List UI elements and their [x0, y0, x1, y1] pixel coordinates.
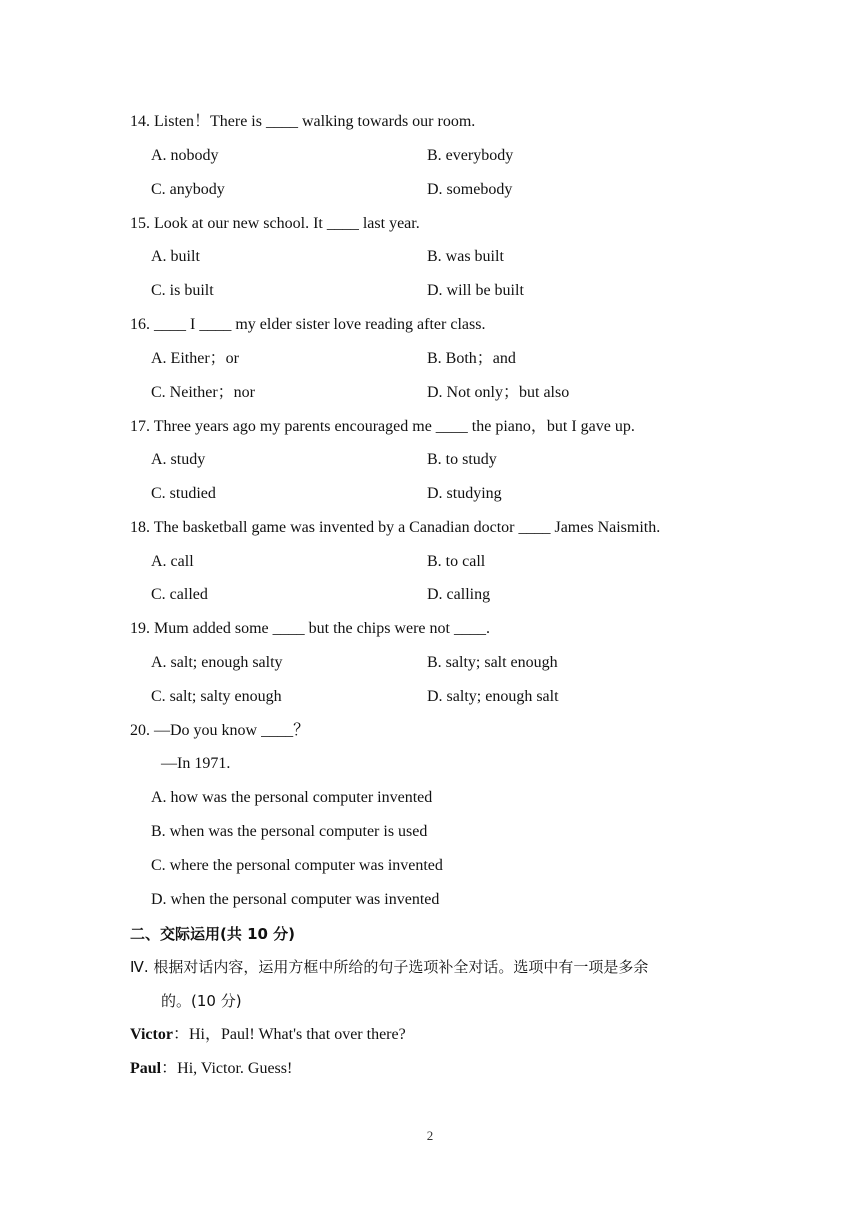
- dialog-separator: ：: [172, 1026, 189, 1043]
- question-19-option-c: C. salt; salty enough: [151, 688, 282, 705]
- question-17-stem: 17. Three years ago my parents encouraged me ____ the piano，but I gave up.: [130, 418, 635, 435]
- question-17-option-c: C. studied: [151, 485, 216, 502]
- question-14-option-d: D. somebody: [427, 181, 513, 198]
- question-15-option-a: A. built: [151, 248, 200, 265]
- question-16-option-d: D. Not only；but also: [427, 384, 570, 401]
- dialog-text: Hi, Victor. Guess!: [177, 1060, 293, 1077]
- dialog-speaker: Victor: [130, 1026, 173, 1043]
- question-14-option-c: C. anybody: [151, 181, 225, 198]
- dialog-text: Hi，Paul! What's that over there?: [188, 1026, 406, 1043]
- question-20-option-c: C. where the personal computer was invented: [151, 857, 443, 874]
- question-18-option-b: B. to call: [427, 553, 486, 570]
- question-15-option-b: B. was built: [427, 248, 504, 265]
- question-17-option-b: B. to study: [427, 451, 497, 468]
- section-instruction-line-2: 的。(10 分): [161, 992, 242, 1010]
- question-20-option-d: D. when the personal computer was invented: [151, 891, 440, 908]
- dialog-line-paul: [130, 1059, 292, 1079]
- section-heading: 二、交际运用(共 10 分): [130, 925, 296, 943]
- question-20-option-b: B. when was the personal computer is used: [151, 823, 428, 840]
- question-16-option-a: A. Either；or: [151, 350, 239, 367]
- question-16-option-b: B. Both；and: [427, 350, 516, 367]
- question-19-option-b: B. salty; salt enough: [427, 654, 558, 671]
- question-20-dialog-answer: —In 1971.: [161, 755, 231, 772]
- question-20-option-a: A. how was the personal computer invented: [151, 789, 433, 806]
- question-16-stem: 16. ____ I ____ my elder sister love reading after class.: [130, 316, 486, 333]
- question-18-option-c: C. called: [151, 586, 208, 603]
- question-18-stem: 18. The basketball game was invented by a Canadian doctor ____ James Naismith.: [130, 519, 661, 536]
- page-number: 2: [426, 1128, 434, 1143]
- question-19-stem: 19. Mum added some ____ but the chips were not ____.: [130, 620, 490, 637]
- question-16-option-c: C. Neither；nor: [151, 384, 255, 401]
- question-18-option-a: A. call: [151, 553, 194, 570]
- question-14-option-a: A. nobody: [151, 147, 219, 164]
- question-18-option-d: D. calling: [427, 586, 491, 603]
- section-instruction-line-1: Ⅳ. 根据对话内容，运用方框中所给的句子选项补全对话。选项中有一项是多余: [130, 958, 649, 976]
- question-17-option-a: A. study: [151, 451, 206, 468]
- question-20-stem: 20. —Do you know ____？: [130, 722, 310, 739]
- question-15-stem: 15. Look at our new school. It ____ last year.: [130, 215, 420, 232]
- dialog-speaker: Paul: [130, 1060, 162, 1077]
- dialog-separator: ：: [161, 1060, 178, 1077]
- question-15-option-d: D. will be built: [427, 282, 524, 299]
- question-19-option-d: D. salty; enough salt: [427, 688, 559, 705]
- dialog-line-victor: [130, 1025, 406, 1045]
- question-14-option-b: B. everybody: [427, 147, 514, 164]
- question-17-option-d: D. studying: [427, 485, 502, 502]
- question-14-stem: 14. Listen！There is ____ walking towards our room.: [130, 113, 476, 130]
- question-19-option-a: A. salt; enough salty: [151, 654, 283, 671]
- question-15-option-c: C. is built: [151, 282, 214, 299]
